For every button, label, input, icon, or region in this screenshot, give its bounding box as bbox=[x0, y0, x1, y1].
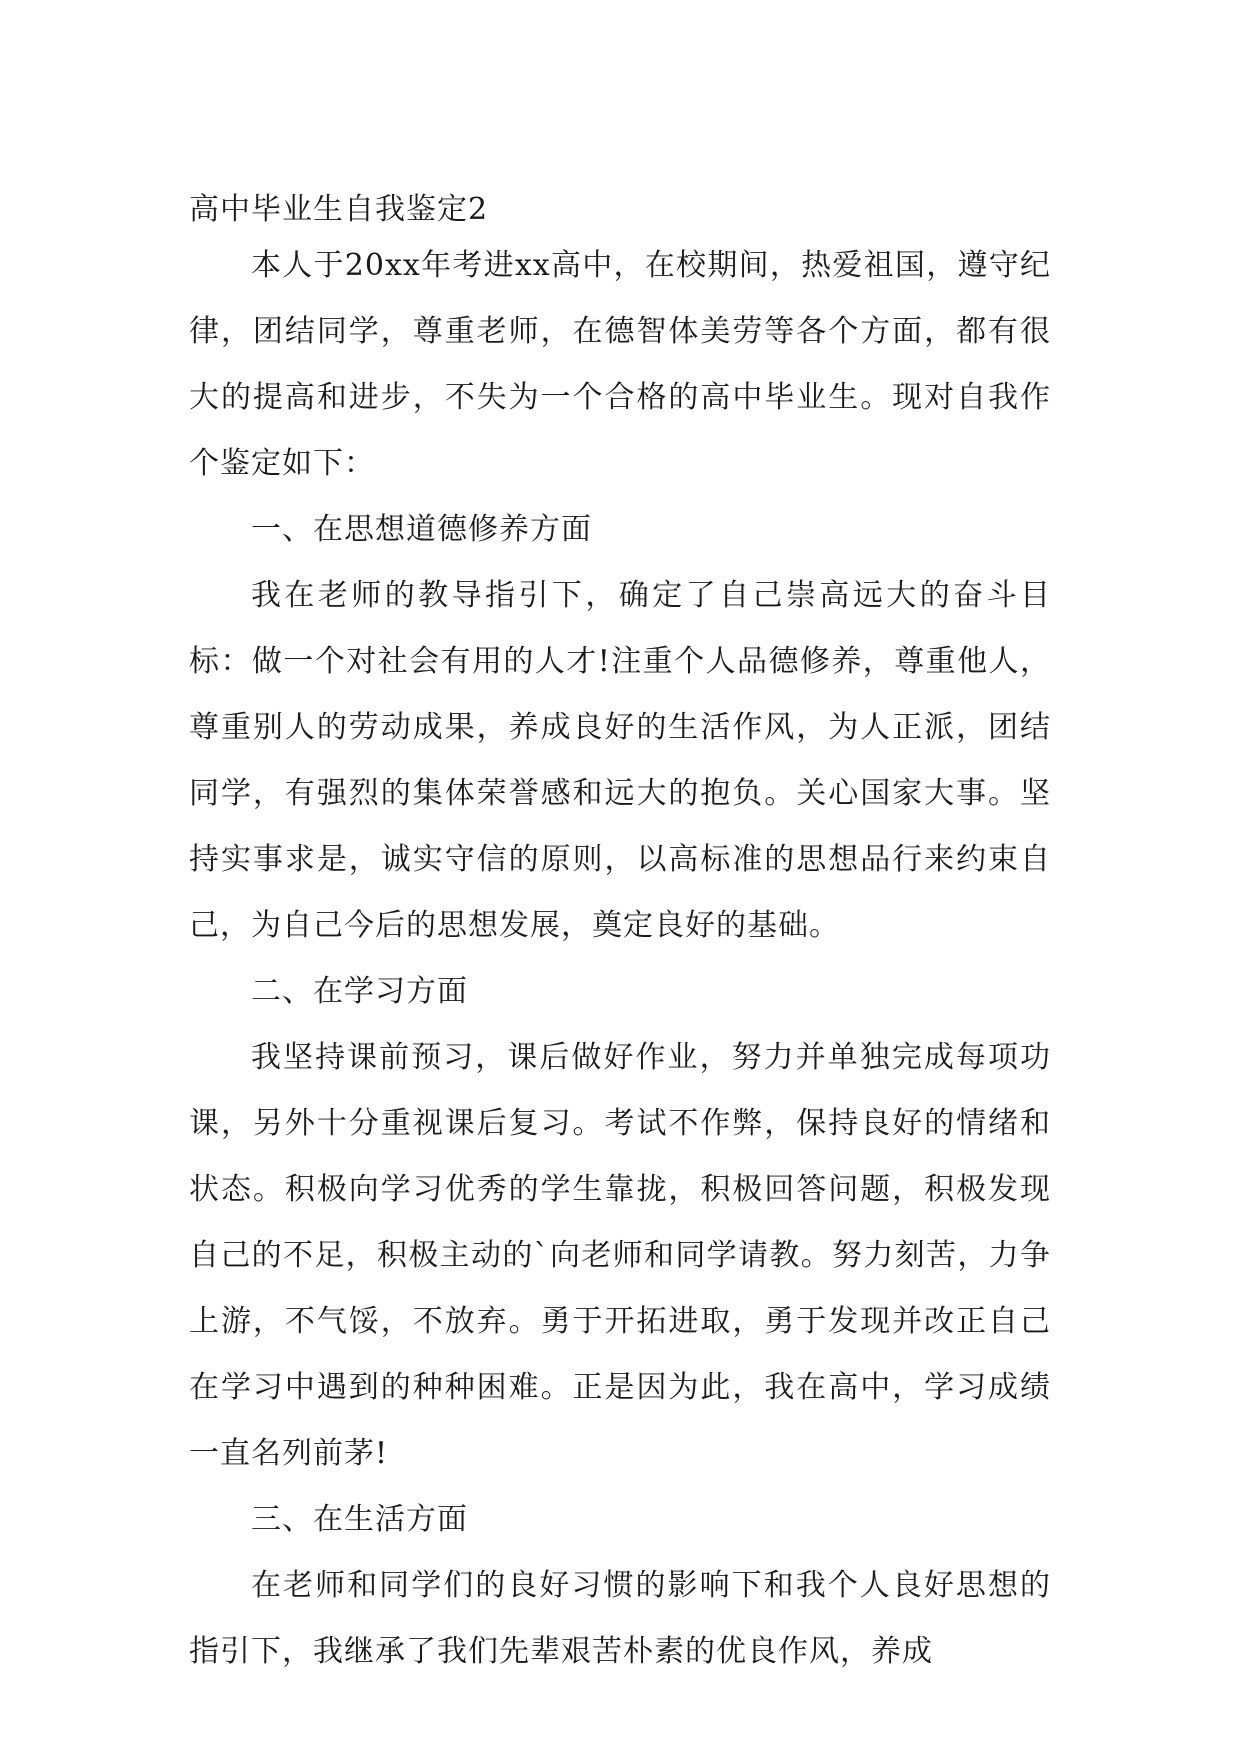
document-title: 高中毕业生自我鉴定2 bbox=[189, 192, 489, 227]
document-body bbox=[189, 186, 1051, 1685]
paragraph-intro: 本人于20xx年考进xx高中，在校期间，热爱祖国，遵守纪律，团结同学，尊重老师，在德智体美劳等各个方面，都有很大的提高和进步，不失为一个合格的高中毕业生。现对自我作个鉴定如下： bbox=[189, 248, 1051, 481]
paragraph-study: 我坚持课前预习，课后做好作业，努力并单独完成每项功课，另外十分重视课后复习。考试不作弊，保持良好的情绪和状态。积极向学习优秀的学生靠拢，积极回答问题，积极发现自己的不足，积极主动的`向老师和同学请教。努力刻苦，力争上游，不气馁，不放弃。勇于开拓进取，勇于发现并改正自己在学习中遇到的种种困难。正是因为此，我在高中，学习成绩一直名列前茅! bbox=[189, 1040, 1051, 1471]
section-heading-moral: 一、在思想道德修养方面 bbox=[251, 512, 592, 547]
paragraph-moral: 我在老师的教导指引下，确定了自己崇高远大的奋斗目标：做一个对社会有用的人才!注重个人品德修养，尊重他人，尊重别人的劳动成果，养成良好的生活作风，为人正派，团结同学，有强烈的集体荣誉感和远大的抱负。关心国家大事。坚持实事求是，诚实守信的原则，以高标准的思想品行来约束自己，为自己今后的思想发展，奠定良好的基础。 bbox=[189, 578, 1051, 943]
paragraph-life: 在老师和同学们的良好习惯的影响下和我个人良好思想的指引下，我继承了我们先辈艰苦朴素的优良作风，养成 bbox=[189, 1568, 1051, 1669]
section-heading-life: 三、在生活方面 bbox=[251, 1502, 468, 1537]
section-heading-study: 二、在学习方面 bbox=[251, 974, 468, 1009]
